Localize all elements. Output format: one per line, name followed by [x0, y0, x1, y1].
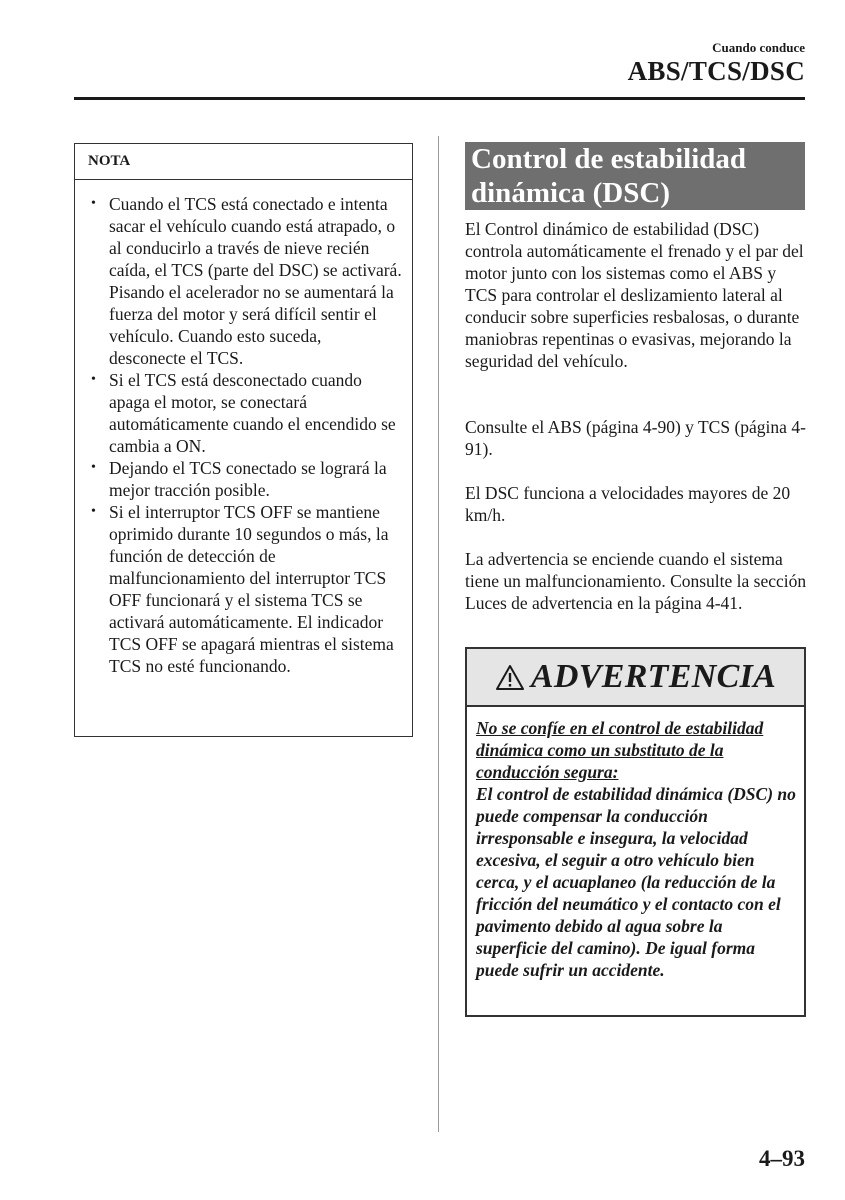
section-label: Cuando conduce	[712, 40, 805, 55]
bullet-icon: •	[91, 460, 96, 475]
header-rule	[74, 97, 805, 100]
nota-item-text: Dejando el TCS conectado se logrará la mejor tracción posible.	[109, 458, 387, 500]
nota-item-text: Cuando el TCS está conectado e intenta sacar el vehículo cuando está atrapado, o al conducirlo a través de nieve recién caída, el TCS (parte del DSC) se activará. Pisando el acelerador no se aumentará la fuerza del motor y será difícil sentir el vehículo. Cuando esto suceda, desconecte el TCS.	[109, 194, 402, 368]
body-paragraph: El Control dinámico de estabilidad (DSC) controla automáticamente el frenado y el par del motor junto con los sistemas como el ABS y TCS para controlar el deslizamiento lateral al conducir sobre superficies resbalosas, o durante maniobras repentinas o evasivas, mejorando la seguridad del vehículo.	[465, 219, 804, 371]
body-paragraph: El DSC funciona a velocidades mayores de 20 km/h.	[465, 483, 791, 525]
nota-item	[91, 369, 402, 457]
section-heading: Control de estabilidad dinámica (DSC)	[465, 142, 805, 210]
page-number: 4–93	[759, 1146, 805, 1171]
body-paragraph: La advertencia se enciende cuando el sistema tiene un malfuncionamiento. Consulte la sección Luces de advertencia en la página 4-41.	[465, 549, 807, 613]
nota-item-text: Si el interruptor TCS OFF se mantiene oprimido durante 10 segundos o más, la función de detección de malfuncionamiento del interruptor TCS OFF funcionará y el sistema TCS se activará automáticamente. El indicador TCS OFF se apagará mientras el sistema TCS no esté funcionando.	[109, 502, 394, 676]
nota-label: NOTA	[75, 144, 412, 180]
bullet-icon: •	[91, 196, 96, 211]
column-divider	[438, 136, 439, 1132]
body-paragraph: Consulte el ABS (página 4-90) y TCS (página 4-91).	[465, 417, 806, 459]
nota-item	[91, 193, 402, 369]
warning-body	[467, 707, 804, 981]
nota-box	[74, 143, 413, 737]
warning-heading: No se confíe en el control de estabilidad dinámica como un substituto de la conducción segura:	[476, 718, 764, 782]
warning-box	[465, 647, 806, 1017]
page-title: ABS/TCS/DSC	[627, 56, 805, 86]
bullet-icon: •	[91, 372, 96, 387]
warning-triangle-icon	[495, 664, 525, 691]
warning-text: El control de estabilidad dinámica (DSC) no puede compensar la conducción irresponsable e insegura, la velocidad excesiva, el seguir a otro vehículo bien cerca, y el acuaplaneo (la reducción de la fricción del neumático y el contacto con el pavimento debido al agua sobre la superficie del camino). De igual forma puede sufrir un accidente.	[476, 784, 796, 980]
nota-item-text: Si el TCS está desconectado cuando apaga el motor, se conectará automáticamente cuando el encendido se cambia a ON.	[109, 370, 396, 456]
warning-title: ADVERTENCIA	[530, 658, 777, 695]
nota-list	[75, 180, 412, 677]
nota-item	[91, 501, 402, 677]
bullet-icon: •	[91, 504, 96, 519]
nota-item	[91, 457, 402, 501]
warning-header	[467, 649, 804, 707]
